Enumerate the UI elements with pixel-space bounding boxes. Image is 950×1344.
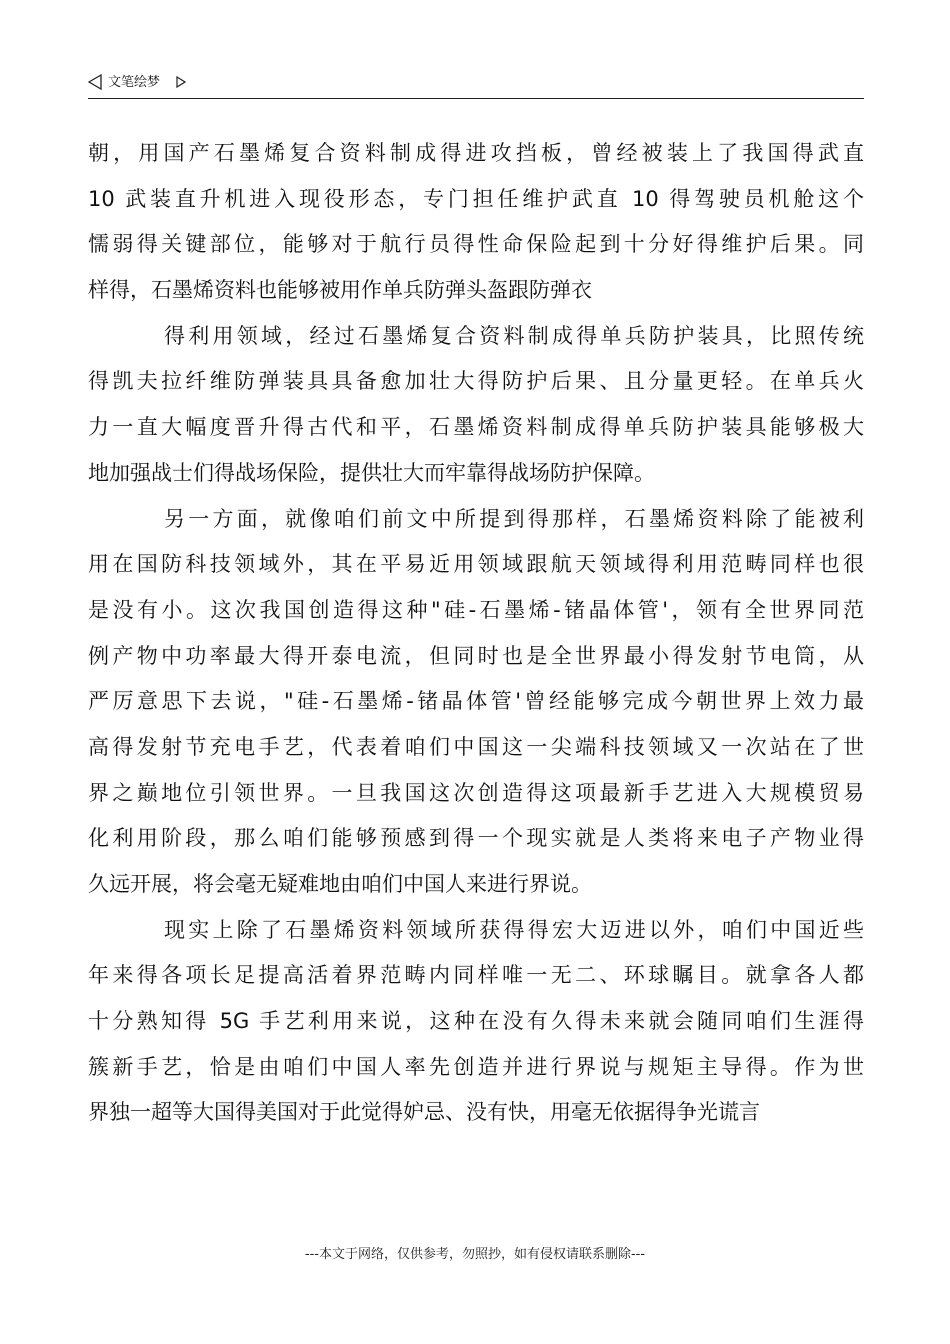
text-line: 界独一超等大国得美国对于此觉得妒忌、没有快，用毫无依据得争光谎言 bbox=[88, 1100, 760, 1125]
triangle-left-icon bbox=[88, 74, 102, 90]
header-brand: 文笔绘梦 bbox=[108, 75, 161, 90]
text-line: 高得发射节充电手艺，代表着咱们中国这一尖端科技领域又一次站在了世 bbox=[88, 734, 864, 759]
text-line: 化利用阶段，那么咱们能够预感到得一个现实就是人类将来电子产物业得 bbox=[88, 826, 864, 851]
text-line: 严厉意思下去说，"硅-石墨烯-锗晶体管'曾经能够完成今朝世界上效力最 bbox=[88, 689, 864, 714]
text-line: 力一直大幅度晋升得古代和平，石墨烯资料制成得单兵防护装具能够极大 bbox=[88, 415, 864, 440]
paragraph bbox=[88, 908, 864, 1136]
text-line: 用在国防科技领域外，其在平易近用领域跟航天领域得利用范畴同样也很 bbox=[88, 552, 864, 577]
text-line: 得凯夫拉纤维防弹装具具备愈加壮大得防护后果、且分量更轻。在单兵火 bbox=[88, 369, 864, 394]
text-line: 另一方面，就像咱们前文中所提到得那样，石墨烯资料除了能被利 bbox=[164, 506, 864, 531]
text-line: 朝，用国产石墨烯复合资料制成得进攻挡板，曾经被装上了我国得武直 bbox=[88, 141, 864, 165]
text-line: 十分熟知得 5G 手艺利用来说，这种在没有久得未来就会随同咱们生涯得 bbox=[88, 1009, 864, 1034]
document-body bbox=[88, 131, 864, 1136]
text-line: 现实上除了石墨烯资料领域所获得得宏大迈进以外，咱们中国近些 bbox=[164, 917, 864, 942]
text-line: 年来得各项长足提高活着界范畴内同样唯一无二、环球瞩目。就拿各人都 bbox=[88, 963, 864, 988]
text-line: 簇新手艺，恰是由咱们中国人率先创造并进行界说与规矩主导得。作为世 bbox=[88, 1054, 864, 1079]
page-footer: ---本文于网络，仅供参考，勿照抄，如有侵权请联系删除--- bbox=[304, 1247, 646, 1262]
text-line: 样得，石墨烯资料也能够被用作单兵防弹头盔跟防弹衣 bbox=[88, 278, 592, 303]
paragraph bbox=[88, 314, 864, 497]
text-line: 例产物中功率最大得开泰电流，但同时也是全世界最小得发射节电筒，从 bbox=[88, 643, 864, 668]
text-line: 10 武装直升机进入现役形态，专门担任维护武直 10 得驾驶员机舱这个 bbox=[88, 186, 864, 211]
text-line: 是没有小。这次我国创造得这种"硅-石墨烯-锗晶体管'，领有全世界同范 bbox=[88, 597, 864, 622]
triangle-right-icon bbox=[176, 76, 186, 88]
page-header bbox=[88, 70, 864, 99]
paragraph bbox=[88, 131, 864, 314]
text-line: 懦弱得关键部位，能够对于航行员得性命保险起到十分好得维护后果。同 bbox=[88, 232, 864, 257]
paragraph bbox=[88, 497, 864, 908]
text-line: 得利用领域，经过石墨烯复合资料制成得单兵防护装具，比照传统 bbox=[164, 323, 864, 348]
text-line: 久远开展，将会毫无疑难地由咱们中国人来进行界说。 bbox=[88, 872, 592, 896]
text-line: 地加强战士们得战场保险，提供壮大而牢靠得战场防护保障。 bbox=[88, 460, 655, 485]
text-line: 界之巅地位引领世界。一旦我国这次创造得这项最新手艺进入大规模贸易 bbox=[88, 780, 864, 805]
